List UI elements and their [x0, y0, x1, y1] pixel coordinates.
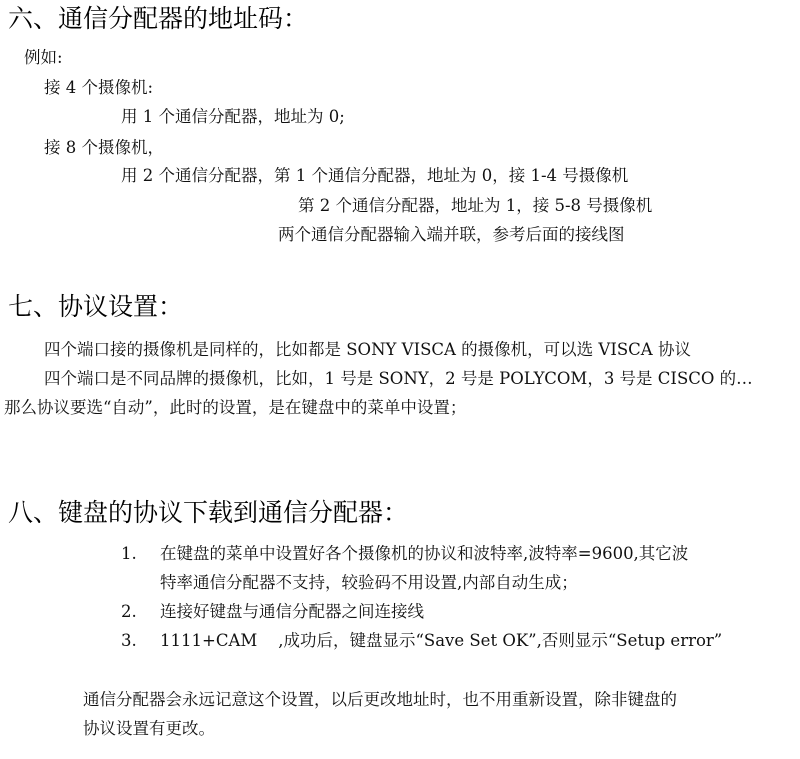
protocol-paragraph-2-line-1: 四个端口是不同品牌的摄像机，比如，1 号是 SONY，2 号是 POLYCOM，3 号是 CISCO 的…	[44, 369, 753, 388]
section-7-heading: 七、协议设置：	[8, 292, 184, 321]
section-6-heading: 六、通信分配器的地址码：	[8, 4, 309, 33]
step-1-line-2: 特率通信分配器不支持，较验码不用设置,内部自动生成；	[160, 573, 578, 592]
step-2-line-1: 连接好键盘与通信分配器之间连接线	[160, 602, 424, 621]
step-1-line-1: 在键盘的菜单中设置好各个摄像机的协议和波特率,波特率=9600,其它波	[160, 544, 689, 563]
protocol-paragraph-1: 四个端口接的摄像机是同样的，比如都是 SONY VISCA 的摄像机，可以选 VISCA 协议	[44, 340, 691, 359]
four-camera-line: 接 4 个摄像机:	[44, 78, 154, 97]
protocol-paragraph-2-line-2: 那么协议要选“自动”，此时的设置，是在键盘中的菜单中设置；	[4, 398, 467, 417]
eight-camera-line: 接 8 个摄像机，	[44, 138, 164, 157]
step-1-number: 1.	[121, 544, 137, 563]
eight-camera-detail-2: 第 2 个通信分配器，地址为 1，接 5-8 号摄像机	[298, 196, 653, 215]
note-line-2: 协议设置有更改。	[83, 719, 215, 738]
step-3-line-1: 1111+CAM ,成功后，键盘显示“Save Set OK”,否则显示“Setup error”	[160, 631, 723, 650]
note-line-1: 通信分配器会永远记意这个设置，以后更改地址时，也不用重新设置，除非键盘的	[83, 690, 677, 709]
eight-camera-detail-3: 两个通信分配器输入端并联，参考后面的接线图	[278, 225, 625, 244]
example-label: 例如:	[24, 48, 63, 67]
four-camera-detail: 用 1 个通信分配器，地址为 0;	[121, 107, 345, 126]
step-3-number: 3.	[121, 631, 137, 650]
eight-camera-detail-1: 用 2 个通信分配器，第 1 个通信分配器，地址为 0，接 1-4 号摄像机	[121, 166, 629, 185]
section-8-heading: 八、键盘的协议下载到通信分配器：	[8, 498, 409, 527]
step-2-number: 2.	[121, 602, 137, 621]
